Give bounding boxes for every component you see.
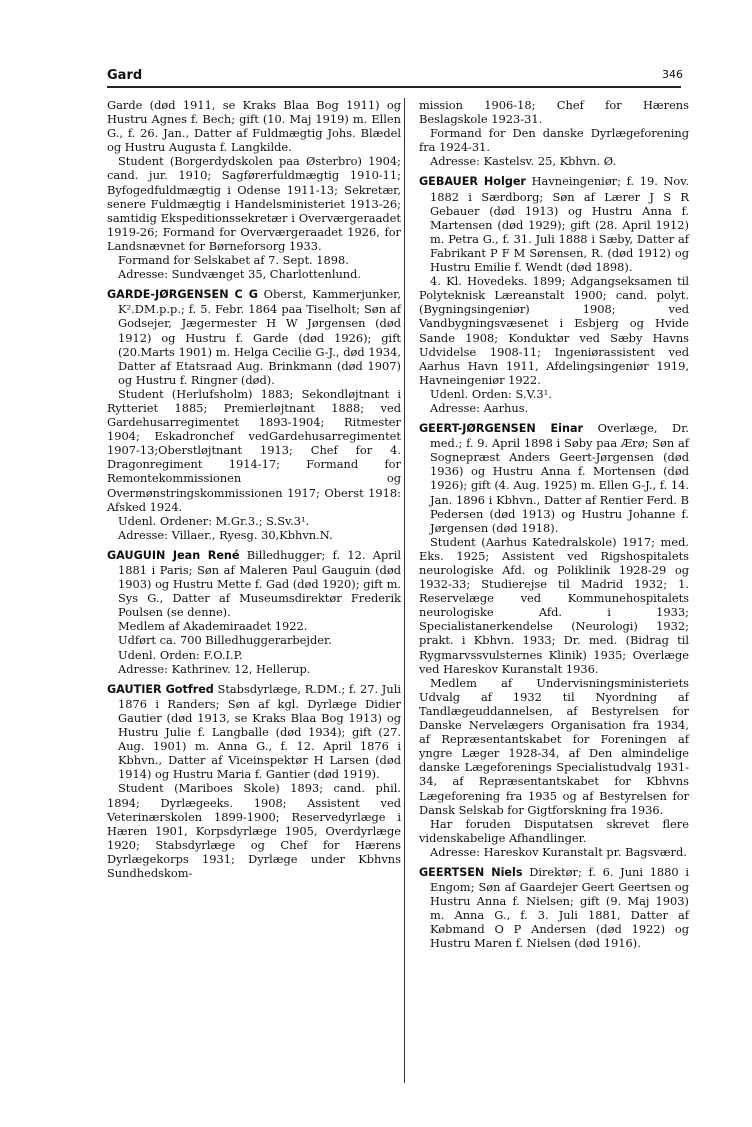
entry-bio: Billedhugger; f. 12. April 1881 i Paris; Søn af Maleren Paul Gauguin (død 1903) og Hustru Mette f. Gad (død 1920); gift m. Sys G., Datter af Museumsdirektør Frederik Poulsen (se denne). — [118, 547, 401, 620]
entry-career: Student (Aarhus Katedralskole) 1917; med. Eks. 1925; Assistent ved Rigshospitalets neurologiske Afd. og Poliklinik 1928-29 og 1932-33; Studierejse til Madrid 1932; 1. Reservelæge ved Kommunehospitalets neurologiske Afd. i 1933; Specialistanerkendelse (Neurologi) 1932; prakt. i Kbhvn. 1933; Dr. med. (Bidrag til Rygmarvssvulsternes Klinik) 1935; Overlæge ved Hareskov Kuranstalt 1936. — [419, 534, 689, 676]
entry-orders: Udenl. Ordener: M.Gr.3.; S.Sv.3¹. — [118, 513, 310, 528]
entry-address: Adresse: Aarhus. — [430, 400, 529, 415]
entry-bio: Direktør; f. 6. Juni 1880 i Engom; Søn af Gaardejer Geert Geertsen og Hustru Anna f. Nielsen; gift (9. Maj 1903) m. Anna G., f. 3. Juli 1881, Datter af Købmand O P Andersen (død 1922) og Hustru Maren f. Nielsen (død 1916). — [430, 864, 690, 951]
entry-name: GARDE-JØRGENSEN C G — [107, 288, 258, 302]
entry-name: GEERTSEN Niels — [419, 865, 523, 879]
entry-gebauer — [419, 174, 689, 274]
entry-gautier — [107, 682, 401, 782]
entry-name: GEBAUER Holger — [419, 175, 526, 189]
entry-office: Formand for Selskabet af 7. Sept. 1898. — [118, 253, 349, 268]
entry-address: Adresse: Villaer., Ryesg. 30,Kbhvn.N. — [118, 527, 333, 542]
entry-office: Medlem af Akademiraadet 1922. — [118, 619, 308, 634]
entry-orders: Udenl. Orden: F.O.I.P. — [118, 647, 243, 662]
entry-works: Udført ca. 700 Billedhuggerarbejder. — [118, 633, 332, 648]
entry-name: GAUGUIN Jean René — [107, 548, 240, 562]
entry-gauguin — [107, 548, 401, 619]
entry-career: 4. Kl. Hovedeks. 1899; Adgangseksamen til Polyteknisk Læreanstalt 1900; cand. polyt. (Bygningsingeniør) 1908; ved Vandbygningsvæsenet i Esbjerg og Hvide Sande 1908; Konduktør ved Sæby Havns Udvidelse 1908-11; Ingeniørassistent ved Aarhus Havn 1911, Afdelingsingeniør 1919, Havneingeniør 1922. — [419, 274, 689, 387]
running-header-word: Gard — [107, 68, 143, 83]
entry-bio: Overlæge, Dr. med.; f. 9. April 1898 i Søby paa Ærø; Søn af Sognepræst Anders Geert-Jørgensen (død 1936) og Hustru Anna f. Mortensen (død 1926); gift (4. Aug. 1925) m. Ellen G-J., f. 14. Jan. 1896 i Kbhvn., Datter af Rentier Ferd. B Pedersen (død 1913) og Hustru Johanne f. Jørgensen (død 1918). — [430, 421, 690, 535]
entry-career: Student (Herlufsholm) 1883; Sekondløjtnant i Rytteriet 1885; Premierløjtnant 1888; ved Gardehusarregimentet 1893-1904; Ritmester 1904; Eskadronchef vedGardehusarregimentet 1907-13;Oberstløjtnant 1913; Chef for 4. Dragonregiment 1914-17; Formand for Remontekommissionen og Overmønstringskommissionen 1917; Oberst 1918: Afsked 1924. — [107, 386, 401, 514]
column-divider — [404, 98, 405, 1083]
entry-address: Adresse: Kastelsv. 25, Kbhvn. Ø. — [430, 154, 617, 169]
entry-office: Formand for Den danske Dyrlægeforening fra 1924-31. — [419, 126, 689, 155]
left-column — [107, 98, 401, 880]
entry-name: GEERT-JØRGENSEN Einar — [419, 422, 584, 436]
entry-geert-jorgensen — [419, 421, 689, 535]
page-number: 346 — [662, 68, 683, 81]
entry-geertsen — [419, 865, 689, 951]
entry-garde-jorgensen — [107, 287, 401, 387]
entry-bio: Stabsdyrlæge, R.DM.; f. 27. Juli 1876 i Randers; Søn af kgl. Dyrlæge Didier Gautier (død 1913, se Kraks Blaa Bog 1913) og Hustru Julie f. Langballe (død 1934); gift (27. Aug. 1901) m. Anna G., f. 12. April 1876 i Kbhvn., Datter af Viceinspektør H Larsen (død 1914) og Hustru Maria f. Gantier (død 1919). — [118, 681, 401, 782]
entry-career: Student (Mariboes Skole) 1893; cand. phil. 1894; Dyrlægeeks. 1908; Assistent ved Veterinærskolen 1899-1900; Reservedyrlæge i Hæren 1901, Korpsdyrlæge 1905, Overdyrlæge 1920; Stabsdyrlæge og Chef for Hærens Dyrlægekorps 1931; Dyrlæge under Kbhvns Sundhedskom- — [107, 781, 401, 880]
entry-continuation: mission 1906-18; Chef for Hærens Beslagskole 1923-31. — [419, 98, 689, 127]
entry-memberships: Medlem af Undervisningsministeriets Udvalg af 1932 til Nyordning af Tandlægeuddannelsen, af Bestyrelsen for Danske Nervelægers Organisation fra 1934, af Repræsentantskabet for Foreningen af yngre Læger 1928-34, af Den almindelige danske Lægeforenings Specialistudvalg 1931-34, af Repræsentantskabet for Kbhvns Lægeforening fra 1935 og af Bestyrelsen for Dansk Selskab for Gigtforskning fra 1936. — [419, 675, 689, 817]
entry-orders: Udenl. Orden: S.V.3¹. — [430, 386, 552, 401]
entry-bio: Havneingeniør; f. 19. Nov. 1882 i Særdborg; Søn af Lærer J S R Gebauer (død 1913) og Hustru Anna f. Martensen (død 1929); gift (28. April 1912) m. Petra G., f. 31. Juli 1888 i Sæby, Datter af Fabrikant P F M Sørensen, R. (død 1912) og Hustru Emilie f. Wendt (død 1898). — [430, 174, 689, 275]
entry-bio: Oberst, Kammerjunker, K².DM.p.p.; f. 5. Febr. 1864 paa Tiselholt; Søn af Godsejer, Jægermester H W Jørgensen (død 1912) og Hustru f. Garde (død 1926); gift (20.Marts 1901) m. Helga Cecilie G-J., død 1934, Datter af Etatsraad Aug. Brinkmann (død 1907) og Hustru f. Ringner (død). — [118, 287, 401, 387]
entry-publications: Har foruden Disputatsen skrevet flere videnskabelige Afhandlinger. — [419, 816, 689, 845]
entry-career: Student (Borgerdydskolen paa Østerbro) 1904; cand. jur. 1910; Sagførerfuldmægtig 1910-11; Byfogedfuldmægtig i Odense 1911-13; Sekretær, senere Fuldmægtig i Handelsministeriet 1913-26; samtidig Ekspeditionssekretær i Overværgeraadet 1919-26; Formand for Overværgeraadet 1926, for Landsnævnet for Børneforsorg 1933. — [107, 154, 401, 253]
entry-name: GAUTIER Gotfred — [107, 682, 214, 696]
entry-address: Adresse: Kathrinev. 12, Hellerup. — [118, 661, 311, 676]
entry-address: Adresse: Hareskov Kuranstalt pr. Bagsværd. — [430, 844, 687, 859]
header-rule — [107, 86, 681, 88]
entry-address: Adresse: Sundvænget 35, Charlottenlund. — [118, 267, 362, 282]
right-column — [419, 98, 689, 951]
entry-continuation: Garde (død 1911, se Kraks Blaa Bog 1911) og Hustru Agnes f. Bech; gift (10. Maj 1919) m. Ellen G., f. 26. Jan., Datter af Fuldmægtig Johs. Blædel og Hustru Augusta f. Langkilde. — [107, 98, 401, 155]
